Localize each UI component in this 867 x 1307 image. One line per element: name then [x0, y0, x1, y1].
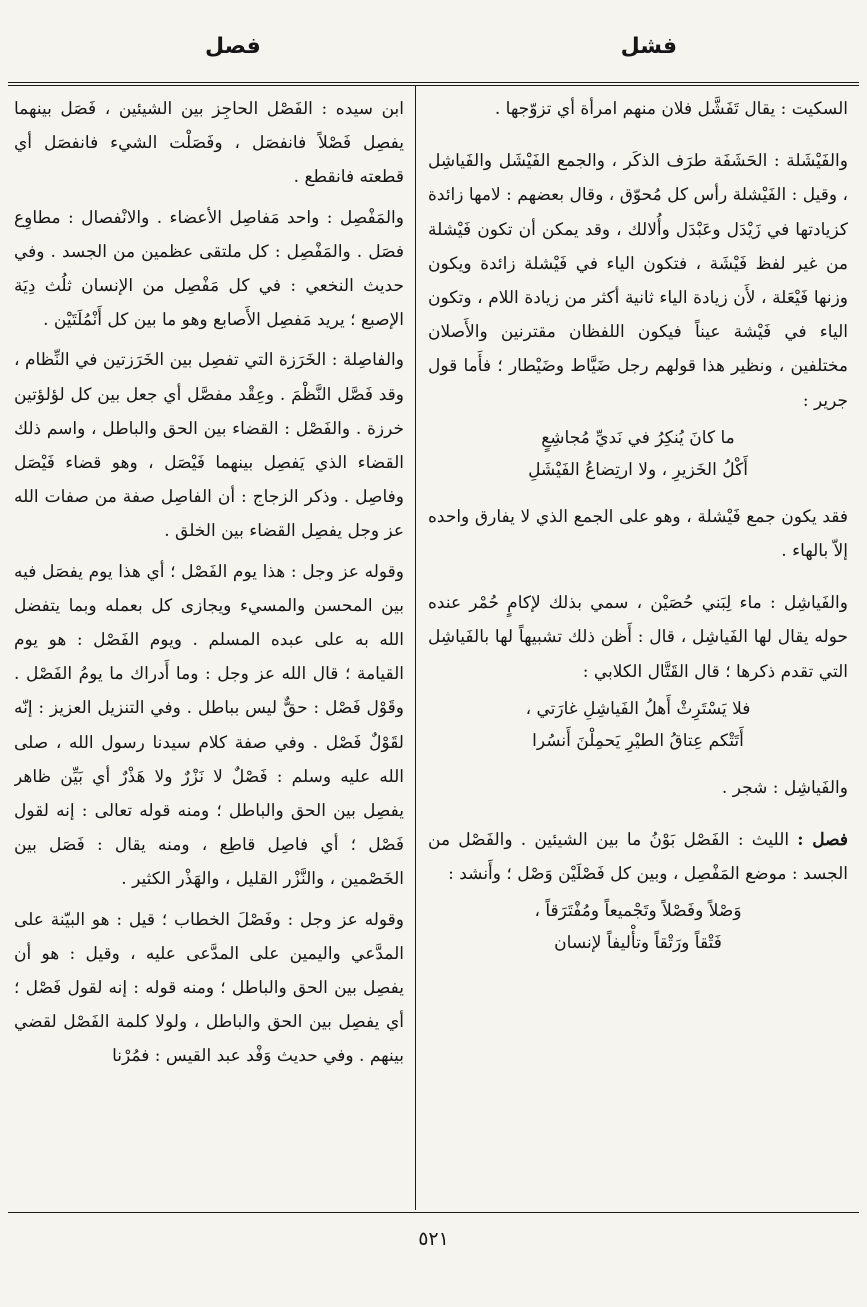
column-separator: [415, 86, 416, 1210]
header-word-left: فصل: [205, 34, 261, 59]
left-paragraph-3: والفاصِلة : الخَرَزة التي تفصِل بين الخَرَزتين في النِّظام ، وقد فَصَّل النَّظْمَ . وعِقْد مفصَّل أي جعل بين كل لؤلؤتين خرزة . والفَصْل : القضاء بين الحق والباطل ، واسم ذلك القضاء الذي يَفصِل بينهما فَيْصَل ، وهو قضاء فَيْصَل وفاصِل . وذكر الزجاج : أن الفاصِل صفة من صفات الله عز وجل يفصِل القضاء بين الخلق .: [14, 350, 404, 542]
verse-line: أَكْلُ الخَزيرِ ، ولا ارتِضاعُ الفَيْشَلِ: [528, 459, 748, 480]
verse-qattal: [428, 693, 848, 757]
left-column: [14, 92, 404, 1207]
verse-line: أَتَتْكم عِتاقُ الطيْرِ يَحمِلْنَ أَنسُرا: [532, 730, 744, 751]
verse-line: فَتْقاً ورَتْقاً وتأْليفاً لإنسان: [554, 933, 722, 954]
entry-fasl-text: الليث : الفَصْل بَوْنُ ما بين الشيئين . والفَصْل من الجسد : موضع المَفْصِل ، وبين كل فَصْلَيْن وَصْل ؛ وأَنشد :: [428, 830, 848, 885]
footer-rule: [8, 1212, 859, 1213]
left-paragraph-5: وقوله عز وجل : وفَصْلَ الخطاب ؛ قيل : هو البيّنة على المدَّعي واليمين على المدَّعى عليه ، وقيل : هو أن يفصِل بين الحق والباطل ؛ ومنه قوله : إنه لقول فَصْل ؛ أي يفصِل بين الحق والباطل ، ولولا كلمة الفَصْل لقضي بينهم . وفي حديث وَفْد عبد القيس : فمُرْنا: [14, 909, 404, 1067]
header-word-right: فشل: [620, 34, 677, 59]
left-paragraph-4: وقوله عز وجل : هذا يوم الفَصْل ؛ أي هذا يوم يفصَل فيه بين المحسن والمسيء ويجازى كل بعمله وبما يتفضل الله به على عبده المسلم . ويوم الفَصْل : هو يوم القيامة ؛ قال الله عز وجل : وما أَدراك ما يومُ الفَصْل . وقَوْل فَصْل : حقٌّ ليس بباطل . وفي التنزيل العزيز : إنّه لقَوْلٌ فَصْل . وفي صفة كلام سيدنا رسول الله ، صلى الله عليه وسلم : فَصْلٌ لا نَزْرٌ ولا هَذْرٌ أي بَيِّن ظاهر يفصِل بين الحق والباطل ؛ ومنه قوله تعالى : إنه لقول فَصْل ؛ أي فاصِل قاطِع ، ومنه يقال : فَصَل بين الخَصْمين ، والنَّزْر القليل ، والهَذْر الكثير .: [14, 561, 404, 890]
right-paragraph-5: والفَياشِل : شجر .: [721, 777, 848, 798]
header-rule-double: [8, 85, 859, 86]
verse-jarir: [428, 422, 848, 486]
right-paragraph-1: السكيت : يقال تَفَشَّل فلان منهم امرأة أي تزوّجها .: [494, 99, 848, 119]
right-paragraph-2: والفَيْشَلة : الحَشَفَة طرَف الذكَر ، والجمع الفَيْشَل والفَياشِل ، وقيل : الفَيْشلة رأس كل مُحوّق ، وقال بعضهم : لامها زائدة كزيادتها في زَيْدَل وعَبْدَل وأُلالك ، وقد يمكن أن تكون فَيْشلة من غير لفظ فَيْشَة ، فتكون الياء في فَيْشلة زائدة ويكون وزنها فَيْعَلة ، لأَن زيادة الياء ثانية أكثر من زيادة اللام ، وتكون الياء في فَيْشة عيناً فيكون اللفظان مقترنين والأَصلان مختلفين ، ونظير هذا قولهم رجل ضَيَّاط وضَيْطار ؛ فأَما قول جرير :: [428, 151, 848, 411]
verse-line: ما كانَ يُنكِرُ في نَديِّ مُجاشِعٍ: [541, 427, 735, 448]
left-paragraph-2: والمَفْصِل : واحد مَفاصِل الأعضاء . والانْفصال : مطاوِع فصَل . والمَفْصِل : كل ملتقى عظمين من الجسد . وفي حديث النخعي : في كل مَفْصِل من الإنسان ثلُث دِيَة الإصبع ؛ يريد مَفصِل الأَصابع وهو ما بين كل أَنْمُلَتَيْن .: [14, 207, 404, 331]
right-paragraph-4: والفَياشِل : ماء لِبَني حُصَيْن ، سمي بذلك لإكامٍ حُمْر عنده حوله يقال لها الفَياشِل ، قال : أَظن ذلك تشبيهاً لها بالفَياشِل التي تقدم ذكرها ؛ قال القَتَّال الكلابي :: [428, 593, 848, 682]
verse-wasl: [428, 895, 848, 959]
verse-line: فلا يَسْتَرِثْ أَهلُ الفَياشِلِ غارَتي ،: [525, 698, 751, 719]
page-number: ٥٢١: [418, 1228, 449, 1250]
right-paragraph-3: فقد يكون جمع فَيْشلة ، وهو على الجمع الذي لا يفارق واحده إلاّ بالهاء .: [428, 506, 848, 562]
header-rule: [8, 82, 859, 83]
right-column: [428, 92, 848, 1207]
entry-fasl: [428, 823, 848, 891]
entry-headword: فصل :: [797, 830, 848, 851]
left-paragraph-1: ابن سيده : الفَصْل الحاجِز بين الشيئين ، فَصَل بينهما يفصِل فَصْلاً فانفصَل ، وفَصَلْت الشيء فانفصَل أي قطعته فانقطع .: [14, 99, 404, 188]
verse-line: وَصْلاً وفَصْلاً وتَجْميعاً ومُفْتَرَقاً ،: [534, 901, 742, 922]
